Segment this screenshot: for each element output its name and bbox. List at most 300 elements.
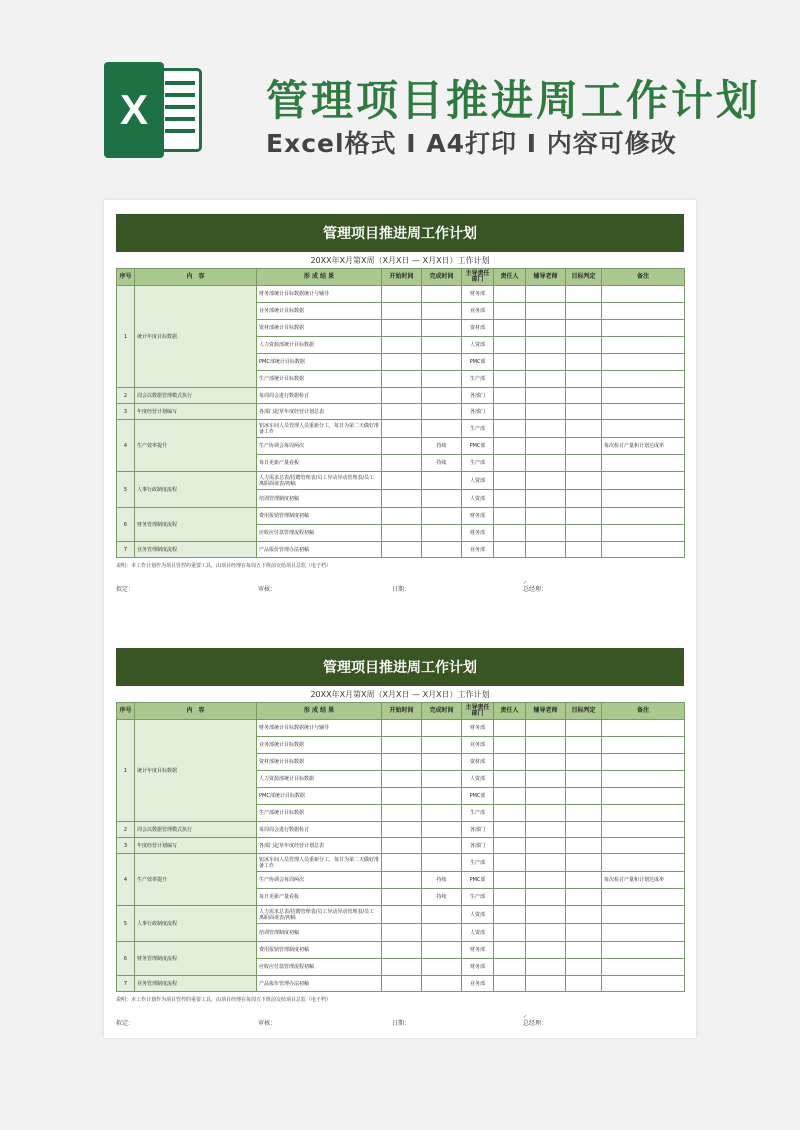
- cell-result: 人力资源部统计目标数据: [257, 337, 382, 354]
- cell-content: 人事行政制度流程: [135, 906, 257, 942]
- cell-finish: [422, 771, 462, 788]
- cell-start: [382, 788, 422, 805]
- table-row: [117, 838, 685, 854]
- sheet-title: 管理项目推进周工作计划: [116, 648, 684, 686]
- cell-owner: [494, 924, 526, 942]
- column-header: 序号: [117, 703, 135, 720]
- cell-seq: 7: [117, 542, 135, 558]
- cell-remark: [602, 854, 685, 872]
- cell-target: [566, 771, 602, 788]
- cell-start: [382, 959, 422, 976]
- cell-remark: [602, 942, 685, 959]
- column-header: 责任人: [494, 269, 526, 286]
- cell-owner: [494, 872, 526, 889]
- cell-result: 费用报销管理制度初稿: [257, 508, 382, 525]
- cell-start: [382, 525, 422, 542]
- column-header: 形 成 结 果: [257, 703, 382, 720]
- cell-remark: [602, 889, 685, 906]
- cell-result: 各部门起草年度经营计划总表: [257, 838, 382, 854]
- cell-seq: 5: [117, 472, 135, 508]
- cell-start: [382, 337, 422, 354]
- cell-seq: 6: [117, 508, 135, 542]
- cell-coach: [526, 420, 566, 438]
- cell-start: [382, 388, 422, 404]
- cell-target: [566, 455, 602, 472]
- cell-dept: PMC部: [462, 872, 494, 889]
- cell-owner: [494, 404, 526, 420]
- header-row: [117, 269, 685, 286]
- cell-finish: [422, 822, 462, 838]
- cell-finish: 持续: [422, 889, 462, 906]
- cell-target: [566, 472, 602, 490]
- signature-label: 总经理：: [523, 1020, 548, 1027]
- column-header: 完成时间: [422, 269, 462, 286]
- column-header: 序号: [117, 269, 135, 286]
- cell-remark: [602, 737, 685, 754]
- cell-result: PMC部统计目标数据: [257, 354, 382, 371]
- column-header: 形 成 结 果: [257, 269, 382, 286]
- cell-result: 每周周会进行数据检讨: [257, 822, 382, 838]
- cell-dept: 人资部: [462, 337, 494, 354]
- cell-finish: [422, 420, 462, 438]
- cell-dept: 业务部: [462, 976, 494, 992]
- banner-title: 管理项目推进周工作计划: [266, 76, 762, 125]
- table-row: [117, 404, 685, 420]
- sheet-title: 管理项目推进周工作计划: [116, 214, 684, 252]
- cell-target: [566, 320, 602, 337]
- cell-finish: 持续: [422, 872, 462, 889]
- cell-seq: 3: [117, 838, 135, 854]
- header-row: [117, 703, 685, 720]
- cell-start: [382, 720, 422, 737]
- cell-seq: 5: [117, 906, 135, 942]
- cell-target: [566, 822, 602, 838]
- cell-target: [566, 542, 602, 558]
- column-header: 主导责任部门: [462, 269, 494, 286]
- cell-coach: [526, 371, 566, 388]
- cell-dept: 各部门: [462, 404, 494, 420]
- cell-result: 生产部统计目标数据: [257, 805, 382, 822]
- cell-remark: [602, 303, 685, 320]
- cell-result: 财务部统计目标数据统计与辅导: [257, 286, 382, 303]
- column-header: 辅导老师: [526, 703, 566, 720]
- cell-dept: 生产部: [462, 420, 494, 438]
- cell-finish: [422, 508, 462, 525]
- cell-coach: [526, 805, 566, 822]
- cell-finish: [422, 404, 462, 420]
- cell-start: [382, 889, 422, 906]
- cell-remark: [602, 286, 685, 303]
- cell-target: [566, 924, 602, 942]
- cell-start: [382, 320, 422, 337]
- cell-content: 生产效率提升: [135, 420, 257, 472]
- cell-start: [382, 924, 422, 942]
- cell-finish: [422, 490, 462, 508]
- signature-label: 审核：: [258, 586, 277, 593]
- cell-seq: 2: [117, 822, 135, 838]
- cell-target: [566, 490, 602, 508]
- cell-remark: [602, 371, 685, 388]
- cell-content: 财务管理制度流程: [135, 508, 257, 542]
- cell-owner: [494, 320, 526, 337]
- cell-finish: [422, 788, 462, 805]
- plan-sheet-2: [116, 648, 684, 1030]
- cell-content: 财务管理制度流程: [135, 942, 257, 976]
- cell-owner: [494, 525, 526, 542]
- cell-result: 每日更新产量看板: [257, 455, 382, 472]
- table-row: [117, 286, 685, 303]
- cell-dept: 财务部: [462, 525, 494, 542]
- cell-start: [382, 542, 422, 558]
- cell-remark: [602, 720, 685, 737]
- cell-start: [382, 976, 422, 992]
- cell-dept: 生产部: [462, 854, 494, 872]
- cell-dept: 生产部: [462, 455, 494, 472]
- cell-start: [382, 838, 422, 854]
- cell-finish: [422, 959, 462, 976]
- cell-start: [382, 404, 422, 420]
- column-header: 备注: [602, 269, 685, 286]
- cell-remark: [602, 959, 685, 976]
- cell-remark: [602, 490, 685, 508]
- cell-result: 产品报价管理办法初稿: [257, 976, 382, 992]
- table-row: [117, 720, 685, 737]
- cell-dept: 业务部: [462, 542, 494, 558]
- cell-dept: PMC部: [462, 438, 494, 455]
- cell-target: [566, 754, 602, 771]
- cell-seq: 2: [117, 388, 135, 404]
- cell-coach: [526, 542, 566, 558]
- signature-label: 总经理：: [523, 586, 548, 593]
- cell-seq: 1: [117, 286, 135, 388]
- cell-result: 财务部统计目标数据统计与辅导: [257, 720, 382, 737]
- cell-start: [382, 872, 422, 889]
- sheet-note: 说明：本工作计划作为项目管控的重要工具，由项目经理在每周五下班前交给项目总监（电子档）: [116, 563, 332, 569]
- excel-logo-icon: X: [104, 62, 202, 158]
- column-header: 辅导老师: [526, 269, 566, 286]
- cell-start: [382, 805, 422, 822]
- signature-row: [116, 572, 684, 596]
- cell-owner: [494, 303, 526, 320]
- cell-dept: 资材部: [462, 754, 494, 771]
- cell-owner: [494, 286, 526, 303]
- cell-remark: [602, 420, 685, 438]
- cell-start: [382, 455, 422, 472]
- cell-dept: 各部门: [462, 388, 494, 404]
- cell-coach: [526, 508, 566, 525]
- cell-finish: [422, 525, 462, 542]
- cell-finish: [422, 976, 462, 992]
- column-header: 目标判定: [566, 269, 602, 286]
- cell-remark: [602, 388, 685, 404]
- cell-content: 业务管理制度流程: [135, 542, 257, 558]
- cell-seq: 4: [117, 854, 135, 906]
- cell-dept: 业务部: [462, 737, 494, 754]
- cell-target: [566, 737, 602, 754]
- cell-owner: [494, 906, 526, 924]
- cell-owner: [494, 976, 526, 992]
- cell-finish: [422, 320, 462, 337]
- cell-owner: [494, 959, 526, 976]
- cell-target: [566, 872, 602, 889]
- cell-target: [566, 838, 602, 854]
- cell-coach: [526, 771, 566, 788]
- cell-finish: [422, 805, 462, 822]
- cell-remark: [602, 525, 685, 542]
- signature-label: 拟定：: [116, 1020, 135, 1027]
- cell-owner: [494, 508, 526, 525]
- cell-start: [382, 906, 422, 924]
- cell-finish: [422, 371, 462, 388]
- cell-remark: [602, 542, 685, 558]
- column-header: 内 容: [135, 269, 257, 286]
- banner-subtitle: Excel格式 I A4打印 I 内容可修改: [266, 129, 677, 158]
- cell-result: 资材部统计目标数据: [257, 320, 382, 337]
- cell-start: [382, 354, 422, 371]
- cell-start: [382, 942, 422, 959]
- column-header: 开始时间: [382, 703, 422, 720]
- cell-finish: [422, 720, 462, 737]
- cell-remark: [602, 838, 685, 854]
- table-row: [117, 822, 685, 838]
- cell-finish: [422, 337, 462, 354]
- cell-coach: [526, 822, 566, 838]
- mark-icon: ✓: [523, 1014, 528, 1020]
- cell-dept: 财务部: [462, 508, 494, 525]
- cell-remark: [602, 976, 685, 992]
- cell-start: [382, 303, 422, 320]
- cell-dept: 人资部: [462, 924, 494, 942]
- mark-icon: ✓: [523, 580, 528, 586]
- cell-coach: [526, 942, 566, 959]
- cell-coach: [526, 906, 566, 924]
- cell-start: [382, 508, 422, 525]
- signature-label: 日期：: [392, 1020, 411, 1027]
- cell-result: 业务部统计目标数据: [257, 737, 382, 754]
- cell-coach: [526, 525, 566, 542]
- cell-content: 周会以数据管理模式执行: [135, 388, 257, 404]
- cell-remark: [602, 805, 685, 822]
- cell-result: PMC部统计目标数据: [257, 788, 382, 805]
- cell-owner: [494, 354, 526, 371]
- cell-target: [566, 525, 602, 542]
- cell-remark: [602, 337, 685, 354]
- cell-remark: [602, 788, 685, 805]
- table-row: [117, 942, 685, 959]
- cell-dept: 生产部: [462, 889, 494, 906]
- cell-start: [382, 438, 422, 455]
- cell-coach: [526, 337, 566, 354]
- cell-target: [566, 976, 602, 992]
- cell-result: 铝冰车间人员管理人员重新分工，每日为第二天做好准备工作: [257, 420, 382, 438]
- cell-result: 应收应付款管理流程初稿: [257, 525, 382, 542]
- cell-result: 费用报销管理制度初稿: [257, 942, 382, 959]
- table-row: [117, 976, 685, 992]
- cell-result: 应收应付款管理流程初稿: [257, 959, 382, 976]
- cell-coach: [526, 976, 566, 992]
- cell-owner: [494, 337, 526, 354]
- cell-dept: 各部门: [462, 838, 494, 854]
- sheet-period: 20XX年X月第X周（X月X日 — X月X日）工作计划: [310, 689, 490, 699]
- column-header: 责任人: [494, 703, 526, 720]
- cell-target: [566, 942, 602, 959]
- cell-target: [566, 404, 602, 420]
- column-header: 内 容: [135, 703, 257, 720]
- cell-result: 生产部统计目标数据: [257, 371, 382, 388]
- cell-start: [382, 420, 422, 438]
- cell-coach: [526, 490, 566, 508]
- cell-coach: [526, 472, 566, 490]
- document-page: [104, 200, 696, 1038]
- cell-dept: 财务部: [462, 959, 494, 976]
- cell-remark: [602, 455, 685, 472]
- cell-seq: 7: [117, 976, 135, 992]
- cell-finish: [422, 737, 462, 754]
- cell-target: [566, 959, 602, 976]
- cell-owner: [494, 838, 526, 854]
- cell-start: [382, 771, 422, 788]
- cell-owner: [494, 889, 526, 906]
- cell-target: [566, 354, 602, 371]
- cell-finish: [422, 542, 462, 558]
- cell-content: 业务管理制度流程: [135, 976, 257, 992]
- cell-owner: [494, 472, 526, 490]
- cell-seq: 1: [117, 720, 135, 822]
- cell-content: 周会以数据管理模式执行: [135, 822, 257, 838]
- header-banner: [0, 0, 800, 200]
- cell-seq: 4: [117, 420, 135, 472]
- cell-owner: [494, 754, 526, 771]
- cell-owner: [494, 788, 526, 805]
- cell-start: [382, 371, 422, 388]
- cell-target: [566, 371, 602, 388]
- table-row: [117, 472, 685, 490]
- cell-dept: 生产部: [462, 371, 494, 388]
- sheet-period: 20XX年X月第X周（X月X日 — X月X日）工作计划: [310, 255, 490, 265]
- cell-owner: [494, 542, 526, 558]
- cell-owner: [494, 822, 526, 838]
- cell-remark: [602, 508, 685, 525]
- cell-dept: 人资部: [462, 490, 494, 508]
- cell-remark: 每次检讨产量和计划达成率: [602, 872, 685, 889]
- column-header: 开始时间: [382, 269, 422, 286]
- cell-dept: 财务部: [462, 942, 494, 959]
- cell-content: 年度经营计划编写: [135, 838, 257, 854]
- cell-start: [382, 822, 422, 838]
- cell-coach: [526, 838, 566, 854]
- cell-dept: 财务部: [462, 720, 494, 737]
- cell-coach: [526, 737, 566, 754]
- cell-remark: [602, 754, 685, 771]
- cell-owner: [494, 490, 526, 508]
- cell-finish: [422, 942, 462, 959]
- cell-dept: 生产部: [462, 805, 494, 822]
- cell-owner: [494, 942, 526, 959]
- cell-result: 人力需求总表/招聘管理表/员工异动异动管理表/员工离职面谈表/初稿: [257, 906, 382, 924]
- cell-finish: [422, 303, 462, 320]
- cell-finish: [422, 286, 462, 303]
- cell-finish: [422, 472, 462, 490]
- cell-result: 培训管理制度初稿: [257, 490, 382, 508]
- cell-coach: [526, 438, 566, 455]
- cell-finish: [422, 388, 462, 404]
- cell-target: [566, 438, 602, 455]
- sheet-note: 说明：本工作计划作为项目管控的重要工具，由项目经理在每周五下班前交给项目总监（电子档）: [116, 997, 332, 1003]
- cell-start: [382, 854, 422, 872]
- cell-result: 生产协调会每周两次: [257, 872, 382, 889]
- cell-result: 每周周会进行数据检讨: [257, 388, 382, 404]
- cell-dept: 资材部: [462, 320, 494, 337]
- cell-coach: [526, 720, 566, 737]
- cell-result: 产品报价管理办法初稿: [257, 542, 382, 558]
- cell-content: 年度经营计划编写: [135, 404, 257, 420]
- cell-owner: [494, 388, 526, 404]
- cell-start: [382, 737, 422, 754]
- cell-coach: [526, 404, 566, 420]
- cell-remark: 每次检讨产量和计划达成率: [602, 438, 685, 455]
- column-header: 备注: [602, 703, 685, 720]
- cell-target: [566, 286, 602, 303]
- cell-result: 生产协调会每周两次: [257, 438, 382, 455]
- cell-target: [566, 805, 602, 822]
- table-row: [117, 854, 685, 872]
- cell-remark: [602, 320, 685, 337]
- cell-result: 人力资源部统计目标数据: [257, 771, 382, 788]
- cell-start: [382, 490, 422, 508]
- cell-remark: [602, 472, 685, 490]
- cell-owner: [494, 438, 526, 455]
- column-header: 完成时间: [422, 703, 462, 720]
- cell-dept: 财务部: [462, 286, 494, 303]
- plan-table: [116, 702, 685, 992]
- cell-owner: [494, 854, 526, 872]
- cell-result: 每日更新产量看板: [257, 889, 382, 906]
- cell-target: [566, 854, 602, 872]
- cell-owner: [494, 771, 526, 788]
- cell-dept: PMC部: [462, 354, 494, 371]
- cell-dept: PMC部: [462, 788, 494, 805]
- cell-target: [566, 720, 602, 737]
- cell-result: 培训管理制度初稿: [257, 924, 382, 942]
- table-row: [117, 542, 685, 558]
- cell-start: [382, 754, 422, 771]
- cell-coach: [526, 788, 566, 805]
- cell-dept: 业务部: [462, 303, 494, 320]
- cell-target: [566, 337, 602, 354]
- cell-coach: [526, 354, 566, 371]
- cell-target: [566, 420, 602, 438]
- cell-dept: 人资部: [462, 771, 494, 788]
- cell-coach: [526, 872, 566, 889]
- cell-coach: [526, 854, 566, 872]
- cell-result: 各部门起草年度经营计划总表: [257, 404, 382, 420]
- cell-finish: [422, 754, 462, 771]
- cell-dept: 各部门: [462, 822, 494, 838]
- cell-coach: [526, 455, 566, 472]
- cell-content: 生产效率提升: [135, 854, 257, 906]
- cell-owner: [494, 737, 526, 754]
- signature-row: [116, 1006, 684, 1030]
- column-header: 主导责任部门: [462, 703, 494, 720]
- table-row: [117, 906, 685, 924]
- cell-finish: [422, 354, 462, 371]
- cell-result: 业务部统计目标数据: [257, 303, 382, 320]
- cell-target: [566, 388, 602, 404]
- cell-remark: [602, 822, 685, 838]
- cell-remark: [602, 354, 685, 371]
- cell-target: [566, 508, 602, 525]
- cell-content: 统计年度目标数据: [135, 286, 257, 388]
